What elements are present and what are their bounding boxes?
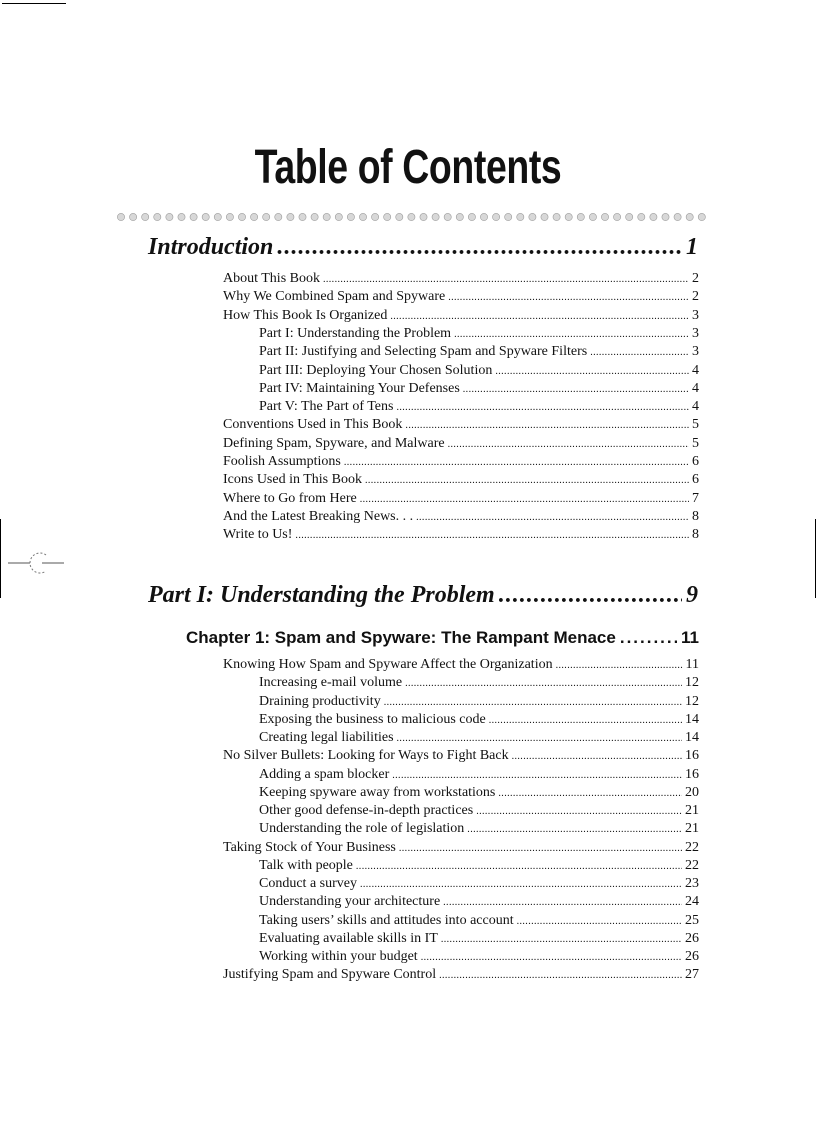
toc-entry[interactable] — [223, 839, 699, 858]
introduction-heading[interactable] — [148, 234, 698, 261]
introduction-page: 1 — [686, 234, 698, 260]
toc-entry-title: Conduct a survey — [259, 876, 357, 891]
toc-entry-title: Taking users’ skills and attitudes into account — [259, 912, 514, 928]
leader-dots — [397, 730, 682, 748]
leader-dots — [448, 289, 689, 307]
toc-entry-page: 12 — [685, 675, 699, 691]
leader-dots — [416, 509, 689, 527]
toc-entry-title: Adding a spam blocker — [259, 766, 390, 782]
toc-entry-page: 2 — [692, 289, 699, 305]
toc-entry[interactable] — [259, 875, 699, 894]
leader-dots — [439, 967, 682, 985]
leader-dots — [556, 657, 683, 675]
part1-page: 9 — [686, 582, 698, 608]
toc-entry-title: Evaluating available skills in IT — [259, 930, 438, 946]
toc-entry[interactable] — [259, 325, 699, 344]
toc-entry-page: 6 — [692, 472, 699, 488]
toc-entry[interactable] — [223, 508, 699, 527]
toc-entry-page: 14 — [685, 711, 699, 727]
toc-entry-page: 24 — [685, 894, 699, 910]
toc-entry-page: 20 — [685, 784, 699, 800]
toc-entry-title: And the Latest Breaking News. . . — [223, 508, 414, 524]
leader-dots — [399, 840, 682, 858]
toc-entry-page: 14 — [685, 730, 699, 745]
toc-entry[interactable] — [259, 912, 699, 931]
toc-entry[interactable] — [223, 966, 699, 985]
toc-entry-title: Conventions Used in This Book — [223, 417, 403, 433]
toc-entry[interactable] — [259, 802, 699, 821]
toc-entry[interactable] — [223, 471, 699, 490]
toc-entry-title: Exposing the business to malicious code — [259, 711, 486, 727]
toc-entry[interactable] — [223, 747, 699, 766]
leader-dots — [405, 417, 689, 435]
leader-dots — [396, 399, 689, 417]
leader-dots — [448, 436, 689, 454]
toc-entry-title: Part I: Understanding the Problem — [259, 325, 452, 341]
toc-entry[interactable] — [259, 930, 699, 949]
toc-entry-title: Working within your budget — [259, 949, 418, 964]
toc-entry-title: Icons Used in This Book — [223, 472, 362, 488]
crop-mark-top-left — [2, 3, 66, 4]
toc-entry[interactable] — [223, 270, 699, 289]
toc-entry-page: 11 — [685, 657, 699, 672]
toc-entry[interactable] — [259, 674, 699, 693]
toc-entry-title: Creating legal liabilities — [259, 730, 394, 745]
toc-entry-title: Knowing How Spam and Spyware Affect the Organization — [223, 657, 553, 672]
toc-entry-title: Foolish Assumptions — [223, 454, 341, 469]
leader-dots — [384, 694, 682, 712]
toc-entry-page: 5 — [692, 417, 699, 433]
toc-entry-title: Understanding the role of legislation — [259, 821, 465, 837]
leader-dots — [499, 582, 682, 609]
toc-entry-page: 6 — [692, 454, 699, 469]
toc-entry[interactable] — [259, 766, 699, 785]
leader-dots — [277, 234, 682, 261]
dotted-divider — [116, 210, 706, 224]
toc-entry-title: Why We Combined Spam and Spyware — [223, 289, 446, 305]
toc-entry-page: 23 — [685, 876, 699, 891]
leader-dots — [392, 767, 682, 785]
toc-entry-page: 3 — [692, 325, 699, 341]
leader-dots — [512, 748, 682, 766]
introduction-title: Introduction — [148, 234, 274, 260]
leader-dots — [489, 712, 682, 730]
chapter1-heading[interactable] — [186, 628, 699, 648]
toc-entry[interactable] — [259, 362, 699, 381]
toc-entry-title: Keeping spyware away from workstations — [259, 784, 496, 800]
toc-entry-page: 8 — [692, 508, 699, 524]
leader-dots — [467, 821, 682, 839]
toc-entry-page: 8 — [692, 527, 699, 543]
toc-entry[interactable] — [259, 784, 699, 803]
toc-entry[interactable] — [259, 398, 699, 417]
toc-entry-page: 26 — [685, 930, 699, 946]
leader-dots — [443, 894, 682, 912]
toc-entry-page: 21 — [685, 803, 699, 818]
chapter1-page: 11 — [681, 628, 699, 647]
toc-entry-title: Part II: Justifying and Selecting Spam and Spyware Filters — [259, 344, 588, 360]
toc-entry[interactable] — [223, 656, 699, 675]
leader-dots — [463, 381, 689, 399]
toc-entry-title: How This Book Is Organized — [223, 307, 388, 323]
toc-entry-page: 22 — [685, 857, 699, 873]
leader-dots — [620, 628, 677, 648]
leader-dots — [441, 931, 682, 949]
toc-entry-title: Part V: The Part of Tens — [259, 399, 394, 415]
toc-entry-title: Justifying Spam and Spyware Control — [223, 967, 437, 983]
toc-entry-title: Part IV: Maintaining Your Defenses — [259, 380, 460, 396]
toc-entry[interactable] — [223, 435, 699, 454]
toc-entry-page: 25 — [685, 912, 699, 928]
part1-heading[interactable] — [148, 582, 698, 609]
chapter1-title: Chapter 1: Spam and Spyware: The Rampant Menace — [186, 628, 616, 647]
leader-dots — [360, 491, 689, 509]
leader-dots — [476, 803, 682, 821]
toc-entry-page: 22 — [685, 839, 699, 855]
toc-entry-page: 5 — [692, 435, 699, 451]
toc-entry[interactable] — [259, 380, 699, 399]
toc-entry-page: 16 — [685, 766, 699, 782]
toc-entry-page: 3 — [692, 307, 699, 323]
part1-title: Part I: Understanding the Problem — [148, 582, 495, 608]
toc-entry[interactable] — [223, 490, 699, 509]
toc-entry-title: Other good defense-in-depth practices — [259, 803, 474, 818]
leader-dots — [517, 913, 682, 931]
toc-entry-page: 12 — [685, 693, 699, 709]
toc-entry-title: Defining Spam, Spyware, and Malware — [223, 435, 445, 451]
toc-entry[interactable] — [259, 693, 699, 712]
toc-entry-title: About This Book — [223, 271, 320, 286]
toc-entry-title: Talk with people — [259, 857, 353, 873]
toc-entry-page: 4 — [692, 399, 699, 415]
leader-dots — [356, 858, 682, 876]
toc-entry[interactable] — [259, 729, 699, 748]
toc-entry-title: Taking Stock of Your Business — [223, 839, 396, 855]
toc-entry-page: 4 — [692, 380, 699, 396]
toc-entry[interactable] — [223, 526, 699, 545]
leader-dots — [390, 308, 689, 326]
leader-dots — [454, 326, 689, 344]
leader-dots — [421, 949, 682, 967]
leader-dots — [495, 363, 689, 381]
toc-entry-page: 2 — [692, 271, 699, 286]
toc-entry-title: Understanding your architecture — [259, 894, 441, 910]
toc-entry-title: Increasing e-mail volume — [259, 675, 403, 691]
toc-entry[interactable] — [223, 288, 699, 307]
toc-entry-page: 21 — [685, 821, 699, 837]
toc-entry-title: Part III: Deploying Your Chosen Solution — [259, 362, 493, 378]
toc-entry-title: No Silver Bullets: Looking for Ways to Fight Back — [223, 748, 509, 764]
toc-entry-page: 16 — [685, 748, 699, 764]
leader-dots — [323, 271, 689, 289]
toc-entry-title: Where to Go from Here — [223, 490, 357, 506]
toc-entry[interactable] — [259, 948, 699, 967]
leader-dots — [360, 876, 682, 894]
toc-entry-page: 27 — [685, 967, 699, 983]
toc-entry[interactable] — [259, 820, 699, 839]
registration-mark-icon — [8, 548, 64, 578]
toc-entry[interactable] — [223, 453, 699, 472]
toc-entry-page: 3 — [692, 344, 699, 360]
toc-entry[interactable] — [259, 857, 699, 876]
toc-entry-page: 7 — [692, 490, 699, 506]
toc-entry[interactable] — [259, 893, 699, 912]
leader-dots — [498, 785, 682, 803]
leader-dots — [344, 454, 689, 472]
leader-dots — [365, 472, 689, 490]
leader-dots — [295, 527, 689, 545]
crop-mark-left-edge — [0, 519, 1, 598]
toc-entry[interactable] — [223, 416, 699, 435]
toc-entry-title: Write to Us! — [223, 527, 293, 543]
leader-dots — [405, 675, 682, 693]
toc-entry[interactable] — [259, 343, 699, 362]
page-title: Table of Contents — [254, 141, 562, 194]
leader-dots — [590, 344, 689, 362]
toc-entry[interactable] — [223, 307, 699, 326]
toc-entry-title: Draining productivity — [259, 693, 381, 709]
toc-entry[interactable] — [259, 711, 699, 730]
toc-entry-page: 4 — [692, 362, 699, 378]
toc-entry-page: 26 — [685, 949, 699, 964]
